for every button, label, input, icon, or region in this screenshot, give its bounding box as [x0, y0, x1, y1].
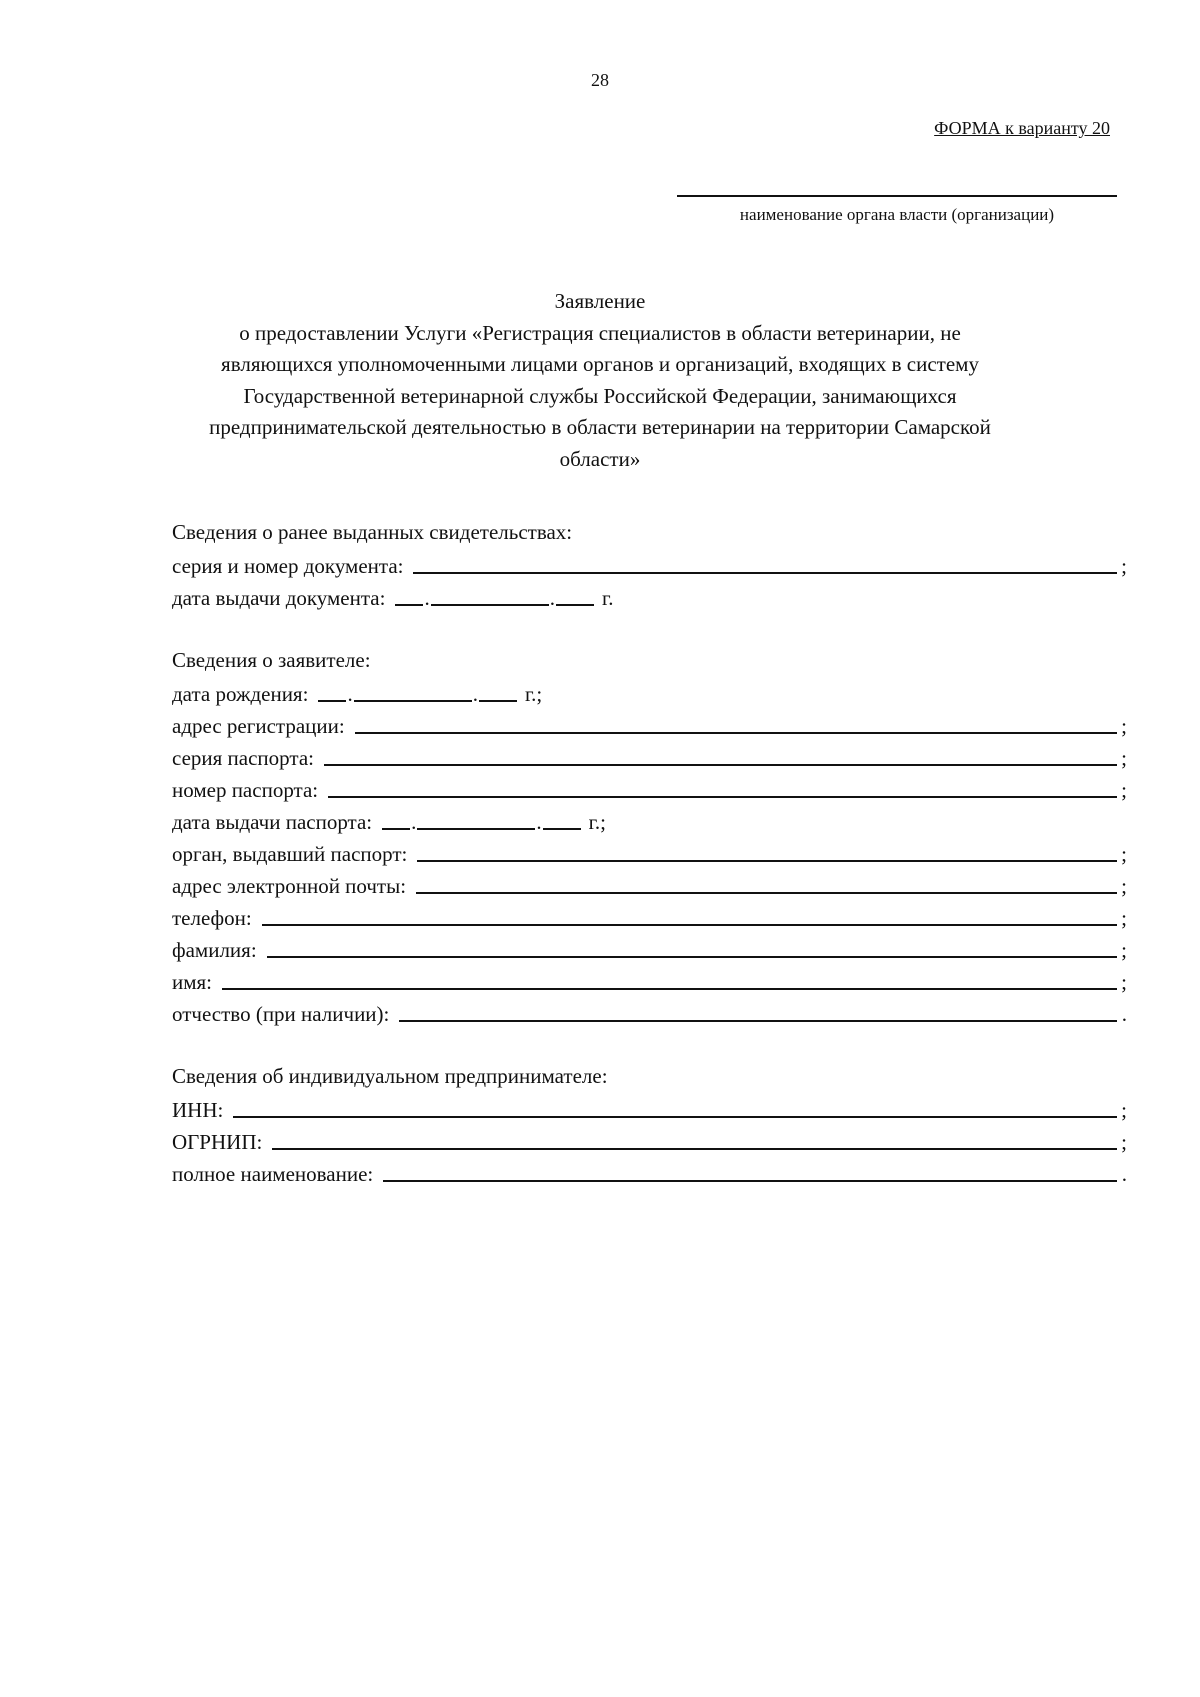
field-label: серия паспорта: — [172, 746, 314, 770]
applicant-section — [172, 644, 1127, 1028]
field-end: ; — [1121, 842, 1127, 866]
birth-date-month-field[interactable] — [354, 678, 472, 702]
certificates-section — [172, 516, 1127, 612]
field-label: фамилия: — [172, 938, 257, 962]
field-row — [172, 996, 1127, 1028]
section-heading: Сведения о заявителе: — [172, 648, 371, 672]
field-label: ОГРНИП: — [172, 1130, 263, 1154]
field-label: адрес электронной почты: — [172, 874, 407, 898]
form-reference: ФОРМА к варианту 20 — [934, 118, 1110, 138]
field-label: ИНН: — [172, 1098, 224, 1122]
field-label: полное наименование: — [172, 1162, 374, 1186]
first-name-field[interactable] — [222, 966, 1117, 990]
date-suffix: г. — [601, 586, 614, 610]
field-label: имя: — [172, 970, 213, 994]
title-line: Государственной ветеринарной службы Российской Федерации, занимающихся — [243, 383, 957, 408]
date-row — [172, 804, 1127, 836]
passport-date-year-field[interactable] — [543, 806, 581, 830]
field-row — [172, 932, 1127, 964]
passport-date-month-field[interactable] — [417, 806, 535, 830]
phone-field[interactable] — [262, 902, 1117, 926]
field-end: ; — [1121, 938, 1127, 962]
entrepreneur-section — [172, 1060, 1127, 1188]
section-heading: Сведения об индивидуальном предпринимателе: — [172, 1064, 608, 1088]
authority-name-line[interactable] — [677, 195, 1117, 197]
title-line: предпринимательской деятельностью в области ветеринарии на территории Самарской — [209, 415, 991, 439]
birth-date-day-field[interactable] — [318, 678, 346, 702]
ogrnip-field[interactable] — [272, 1126, 1117, 1150]
date-separator: . — [347, 682, 353, 706]
patronymic-field[interactable] — [399, 998, 1117, 1022]
date-separator: . — [549, 586, 555, 610]
title-line: о предоставлении Услуги «Регистрация специалистов в области ветеринарии, не — [239, 320, 961, 345]
field-label: дата выдачи паспорта: — [172, 810, 373, 834]
date-suffix: г.; — [588, 810, 606, 834]
field-row — [172, 964, 1127, 996]
field-end: ; — [1121, 554, 1127, 578]
date-separator: . — [411, 810, 417, 834]
section-heading: Сведения о ранее выданных свидетельствах: — [172, 520, 573, 544]
passport-number-field[interactable] — [328, 774, 1117, 798]
full-name-field[interactable] — [383, 1158, 1117, 1182]
field-label: серия и номер документа: — [172, 554, 404, 578]
surname-field[interactable] — [267, 934, 1117, 958]
field-label: орган, выдавший паспорт: — [172, 842, 408, 866]
application-form — [172, 516, 1127, 1188]
field-row — [172, 740, 1127, 772]
authority-caption: наименование органа власти (организации) — [739, 205, 1055, 224]
field-end: ; — [1121, 906, 1127, 930]
title-line: области» — [559, 446, 641, 471]
passport-date-day-field[interactable] — [382, 806, 410, 830]
field-end: . — [1121, 1162, 1127, 1186]
field-end: ; — [1121, 746, 1127, 770]
section-gap — [172, 1028, 1127, 1060]
section-gap — [172, 612, 1127, 644]
registration-address-field[interactable] — [355, 710, 1117, 734]
field-end: ; — [1121, 778, 1127, 802]
field-row — [172, 868, 1127, 900]
doc-date-year-field[interactable] — [556, 582, 594, 606]
field-label: телефон: — [172, 906, 252, 930]
field-label: номер паспорта: — [172, 778, 319, 802]
field-end: ; — [1121, 970, 1127, 994]
doc-date-month-field[interactable] — [431, 582, 549, 606]
field-row — [172, 1124, 1127, 1156]
document-title — [150, 286, 1050, 475]
field-row — [172, 1156, 1127, 1188]
field-row — [172, 836, 1127, 868]
title-heading: Заявление — [554, 289, 646, 313]
field-label: адрес регистрации: — [172, 714, 345, 738]
date-suffix: г.; — [524, 682, 543, 706]
field-row — [172, 1092, 1127, 1124]
field-label: дата выдачи документа: — [172, 586, 386, 610]
passport-series-field[interactable] — [324, 742, 1117, 766]
field-row — [172, 708, 1127, 740]
field-end: ; — [1121, 714, 1127, 738]
field-end: ; — [1121, 1098, 1127, 1122]
title-line: являющихся уполномоченными лицами органов и организаций, входящих в систему — [221, 352, 979, 376]
field-row — [172, 548, 1127, 580]
date-row — [172, 580, 1127, 612]
field-row — [172, 772, 1127, 804]
email-field[interactable] — [416, 870, 1117, 894]
field-row — [172, 900, 1127, 932]
date-separator: . — [472, 682, 478, 706]
field-label: отчество (при наличии): — [172, 1002, 390, 1026]
date-separator: . — [536, 810, 542, 834]
passport-issuer-field[interactable] — [417, 838, 1117, 862]
field-label: дата рождения: — [172, 682, 309, 706]
field-end: ; — [1121, 1130, 1127, 1154]
date-row — [172, 676, 1127, 708]
inn-field[interactable] — [233, 1094, 1117, 1118]
date-separator: . — [424, 586, 430, 610]
doc-date-day-field[interactable] — [395, 582, 423, 606]
field-end: ; — [1121, 874, 1127, 898]
birth-date-year-field[interactable] — [479, 678, 517, 702]
doc-number-field[interactable] — [413, 550, 1117, 574]
page-number: 28 — [591, 70, 609, 90]
field-end: . — [1121, 1002, 1127, 1026]
